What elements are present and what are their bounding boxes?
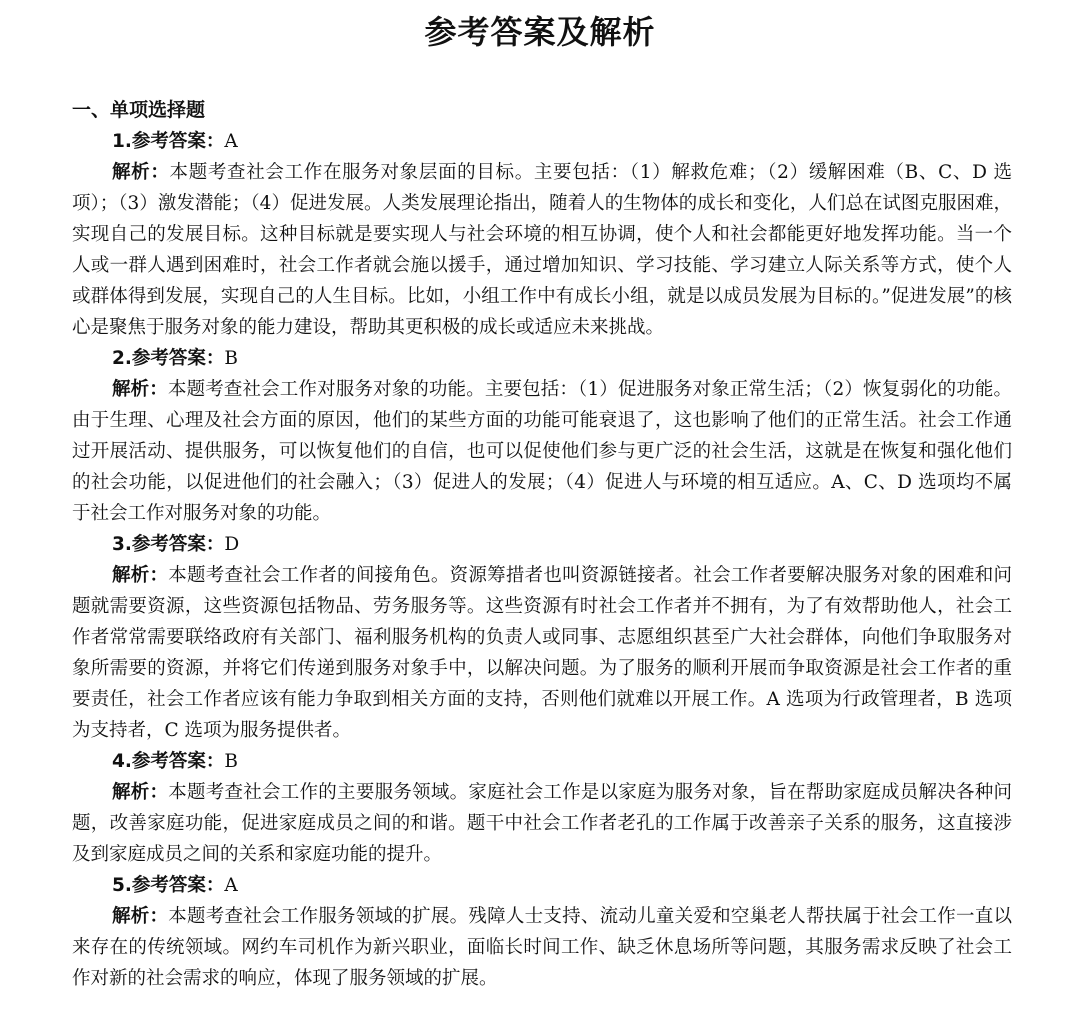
explanation-text: 本题考查社会工作在服务对象层面的目标。主要包括：（1）解救危难；（2）缓解困难（B、C、D 选项）；（3）激发潜能；（4）促进发展。人类发展理论指出，随着人的生物体的成长和变化，人们总在试图克服困难，实现自己的发展目标。这种目标就是要实现人与社会环境的相互协调，使个人和社会都能更好地发挥功能。当一个人或一群人遇到困难时，社会工作者就会施以援手，通过增加知识、学习技能、学习建立人际关系等方式，使个人或群体得到发展，实现自己的人生目标。比如，小组工作中有成长小组，就是以成员发展为目标的。”促进发展”的核心是聚焦于服务对象的能力建设，帮助其更积极的成长或适应未来挑战。 [72,162,1012,338]
question-number: 2. [112,348,132,369]
answer-item [72,870,1012,994]
answer-value: D [224,534,240,555]
answer-line [72,126,1012,157]
answer-label: 参考答案： [131,534,225,555]
answer-list [72,126,1012,994]
explanation-label: 解析： [112,565,169,586]
section-heading: 一、单项选择题 [72,99,206,121]
answer-item [72,529,1012,746]
explanation-paragraph [72,560,1012,746]
question-number: 1. [112,131,132,152]
answer-value: B [224,751,239,772]
question-number: 4. [112,751,132,772]
explanation-paragraph [72,901,1012,994]
answer-item [72,126,1012,343]
answer-line [72,746,1012,777]
explanation-paragraph [72,157,1012,343]
answer-item [72,746,1012,870]
question-number: 3. [112,534,132,555]
answer-value: A [224,131,238,152]
explanation-text: 本题考查社会工作服务领域的扩展。残障人士支持、流动儿童关爱和空巢老人帮扶属于社会工作一直以来存在的传统领域。网约车司机作为新兴职业，面临长时间工作、缺乏休息场所等问题，其服务需求反映了社会工作对新的社会需求的响应，体现了服务领域的扩展。 [72,906,1012,989]
explanation-text: 本题考查社会工作者的间接角色。资源筹措者也叫资源链接者。社会工作者要解决服务对象的困难和问题就需要资源，这些资源包括物品、劳务服务等。这些资源有时社会工作者并不拥有，为了有效帮助他人，社会工作者常常需要联络政府有关部门、福利服务机构的负责人或同事、志愿组织甚至广大社会群体，向他们争取服务对象所需要的资源，并将它们传递到服务对象手中，以解决问题。为了服务的顺利开展而争取资源是社会工作者的重要责任，社会工作者应该有能力争取到相关方面的支持，否则他们就难以开展工作。A 选项为行政管理者，B 选项为支持者，C 选项为服务提供者。 [72,565,1012,741]
document-title: 参考答案及解析 [424,13,656,51]
explanation-paragraph [72,777,1012,870]
explanation-label: 解析： [112,782,169,803]
answer-line [72,343,1012,374]
explanation-text: 本题考查社会工作对服务对象的功能。主要包括：（1）促进服务对象正常生活；（2）恢复弱化的功能。由于生理、心理及社会方面的原因，他们的某些方面的功能可能衰退了，这也影响了他们的正常生活。社会工作通过开展活动、提供服务，可以恢复他们的自信，也可以促使他们参与更广泛的社会生活，这就是在恢复和强化他们的社会功能，以促进他们的社会融入；（3）促进人的发展；（4）促进人与环境的相互适应。A、C、D 选项均不属于社会工作对服务对象的功能。 [72,379,1012,524]
answer-line [72,529,1012,560]
answer-label: 参考答案： [131,751,225,772]
answer-value: A [224,875,238,896]
explanation-text: 本题考查社会工作的主要服务领域。家庭社会工作是以家庭为服务对象，旨在帮助家庭成员解决各种问题，改善家庭功能，促进家庭成员之间的和谐。题干中社会工作者老孔的工作属于改善亲子关系的服务，这直接涉及到家庭成员之间的关系和家庭功能的提升。 [72,782,1012,865]
explanation-paragraph [72,374,1012,529]
question-number: 5. [112,875,132,896]
answer-label: 参考答案： [131,131,225,152]
answer-line [72,870,1012,901]
explanation-label: 解析： [112,906,169,927]
answer-label: 参考答案： [131,348,225,369]
answer-value: B [224,348,239,369]
explanation-label: 解析： [112,379,168,400]
answer-item [72,343,1012,529]
answer-label: 参考答案： [131,875,225,896]
explanation-label: 解析： [112,162,170,183]
